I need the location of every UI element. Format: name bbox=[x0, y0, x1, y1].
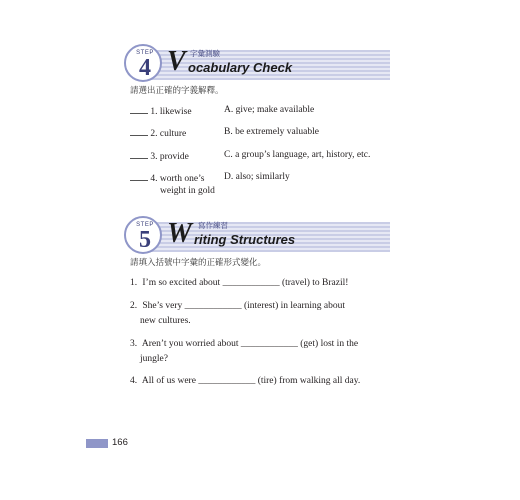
sentence-after: (travel) to Brazil! bbox=[281, 278, 349, 288]
vocab-word: culture bbox=[159, 129, 187, 139]
step4-number: 4 bbox=[139, 55, 151, 81]
sentence-continued: new cultures. bbox=[140, 316, 191, 326]
sentence-before: All of us were bbox=[141, 376, 196, 386]
sentence-before: She’s very bbox=[142, 301, 183, 311]
item-number: 2. bbox=[130, 301, 138, 311]
step4-step-word: STEP bbox=[136, 50, 154, 56]
list-item bbox=[130, 299, 392, 329]
sentence-before: I’m so excited about bbox=[142, 278, 221, 288]
step5-number: 5 bbox=[139, 227, 151, 253]
list-item bbox=[130, 171, 204, 186]
item-number: 4. bbox=[130, 376, 138, 386]
list-item bbox=[130, 149, 189, 164]
step4-header bbox=[124, 44, 390, 84]
step4-title-initial: V bbox=[167, 46, 186, 77]
item-number: 1. bbox=[150, 107, 158, 117]
vocab-word-continued: weight in gold bbox=[160, 186, 215, 196]
page-number: 166 bbox=[112, 437, 128, 448]
step5-title-initial: W bbox=[167, 218, 192, 249]
sentence-continued: jungle? bbox=[140, 354, 168, 364]
sentence-after: (tire) from walking all day. bbox=[257, 376, 361, 386]
vocab-word: likewise bbox=[159, 107, 192, 117]
item-number: 3. bbox=[130, 339, 138, 349]
list-item bbox=[130, 337, 392, 367]
list-item bbox=[130, 374, 392, 389]
step4-instruction: 請選出正確的字義解釋。 bbox=[130, 86, 224, 96]
definition-option: A. give; make available bbox=[224, 105, 315, 115]
definition-option: C. a group’s language, art, history, etc. bbox=[224, 150, 371, 160]
definition-option: B. be extremely valuable bbox=[224, 127, 319, 137]
list-item bbox=[130, 104, 192, 119]
fill-blank[interactable]: ____________ bbox=[240, 339, 298, 349]
answer-blank[interactable] bbox=[130, 126, 148, 136]
step5-instruction: 請填入括號中字彙的正確形式變化。 bbox=[130, 258, 267, 268]
step5-header bbox=[124, 216, 390, 256]
list-item bbox=[130, 126, 186, 141]
item-number: 4. bbox=[150, 174, 158, 184]
sentence-after: (interest) in learning about bbox=[243, 301, 346, 311]
list-item bbox=[130, 276, 392, 291]
step4-title: ocabulary Check bbox=[188, 60, 293, 75]
step5-badge bbox=[124, 216, 162, 254]
answer-blank[interactable] bbox=[130, 171, 148, 181]
item-number: 2. bbox=[150, 129, 158, 139]
vocab-word: provide bbox=[159, 152, 189, 162]
answer-blank[interactable] bbox=[130, 149, 148, 159]
step4-badge bbox=[124, 44, 162, 82]
step4-subtitle: 字彙測驗 bbox=[190, 49, 220, 58]
fill-blank[interactable]: ____________ bbox=[222, 278, 280, 288]
fill-blank[interactable]: ____________ bbox=[198, 376, 256, 386]
page-marker bbox=[86, 439, 108, 448]
answer-blank[interactable] bbox=[130, 104, 148, 114]
sentence-before: Aren’t you worried about bbox=[141, 339, 239, 349]
step5-title: riting Structures bbox=[194, 232, 296, 247]
step5-subtitle: 寫作練習 bbox=[198, 221, 228, 230]
vocab-word: worth one’s bbox=[159, 174, 205, 184]
sentence-after: (get) lost in the bbox=[300, 339, 359, 349]
item-number: 3. bbox=[150, 152, 158, 162]
step5-step-word: STEP bbox=[136, 222, 154, 228]
item-number: 1. bbox=[130, 278, 138, 288]
definition-option: D. also; similarly bbox=[224, 172, 290, 182]
fill-blank[interactable]: ____________ bbox=[184, 301, 242, 311]
